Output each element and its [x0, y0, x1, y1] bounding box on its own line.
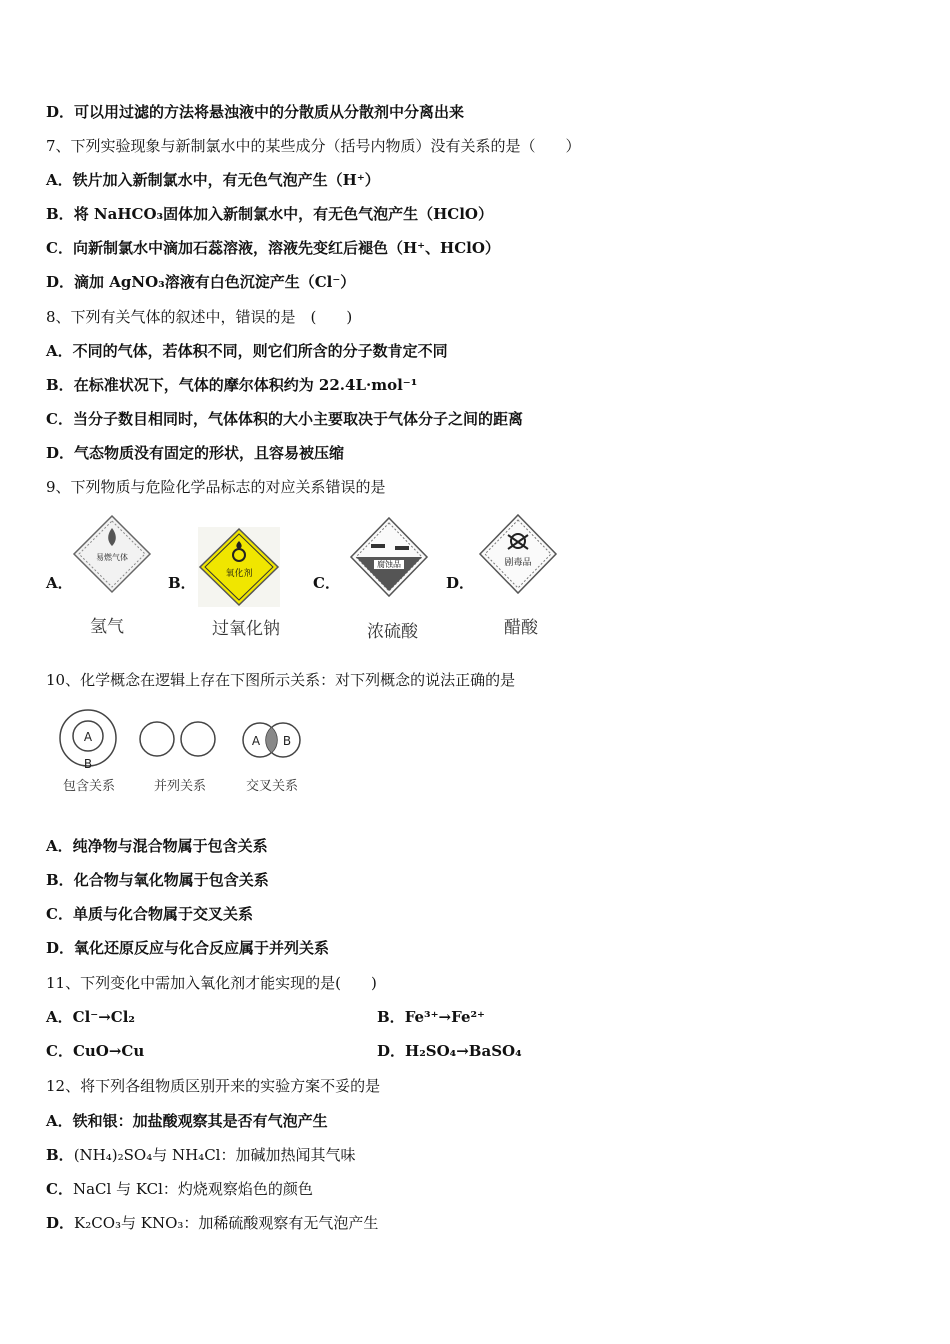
q11-option-b: B．Fe³⁺→Fe²⁺ [377, 1008, 485, 1026]
q12-stem: 12、将下列各组物质区别开来的实验方案不妥的是 [46, 1077, 381, 1095]
q8-option-a: A．不同的气体，若体积不同，则它们所含的分子数肯定不同 [46, 342, 448, 360]
q10-option-c: C．单质与化合物属于交叉关系 [46, 905, 253, 923]
inclusion-label-a: A [83, 730, 93, 744]
q9-label-a: A． [46, 574, 73, 592]
corrosive-sign-icon [349, 516, 429, 598]
q11-stem: 11、下列变化中需加入氧化剂才能实现的是( ) [46, 974, 377, 992]
q9-caption-c: 浓硫酸 [367, 622, 418, 642]
q7-option-b: B．将 NaHCO₃固体加入新制氯水中，有无色气泡产生（HClO） [46, 205, 493, 223]
concept-relation-diagram [56, 706, 308, 770]
q7-option-a: A．铁片加入新制氯水中，有无色气泡产生（H⁺） [46, 171, 380, 189]
q6-option-d: D．可以用过滤的方法将悬浊液中的分散质从分散剂中分离出来 [46, 103, 465, 121]
cross-label-a: A [251, 734, 261, 748]
q8-stem: 8、下列有关气体的叙述中，错误的是 ( ) [46, 308, 353, 326]
q7-option-c: C．向新制氯水中滴加石蕊溶液，溶液先变红后褪色（H⁺、HClO） [46, 239, 500, 257]
inclusion-label-b: B [83, 757, 93, 770]
q7-stem: 7、下列实验现象与新制氯水中的某些成分（括号内物质）没有关系的是（ ） [46, 137, 581, 155]
toxic-sign-icon [478, 513, 558, 595]
q11-option-a: A．Cl⁻→Cl₂ [46, 1008, 135, 1026]
q12-option-b: B．(NH₄)₂SO₄与 NH₄Cl：加碱加热闻其气味 [46, 1146, 356, 1164]
q12-option-a: A．铁和银：加盐酸观察其是否有气泡产生 [46, 1112, 328, 1130]
q9-caption-d: 醋酸 [504, 618, 538, 638]
q8-option-c: C．当分子数目相同时，气体体积的大小主要取决于气体分子之间的距离 [46, 410, 523, 428]
q9-caption-b: 过氧化钠 [212, 619, 280, 639]
q11-option-d: D．H₂SO₄→BaSO₄ [377, 1042, 522, 1060]
svg-text:易燃气体: 易燃气体 [96, 553, 128, 562]
q9-stem: 9、下列物质与危险化学品标志的对应关系错误的是 [46, 478, 386, 496]
cross-caption: 交叉关系 [246, 779, 299, 794]
q9-label-c: C． [313, 574, 340, 592]
svg-text:腐蚀品: 腐蚀品 [377, 560, 401, 569]
q10-stem: 10、化学概念在逻辑上存在下图所示关系：对下列概念的说法正确的是 [46, 671, 516, 689]
inclusion-caption: 包含关系 [63, 779, 116, 794]
parallel-caption: 并列关系 [154, 779, 207, 794]
q11-option-c: C．CuO→Cu [46, 1042, 145, 1060]
q10-option-b: B．化合物与氧化物属于包含关系 [46, 871, 269, 889]
parallel-right-circle [181, 722, 215, 756]
oxidizer-sign-icon [198, 527, 280, 607]
parallel-left-circle [140, 722, 174, 756]
q10-option-d: D．氧化还原反应与化合反应属于并列关系 [46, 939, 330, 957]
svg-text:氧化剂: 氧化剂 [225, 569, 253, 579]
svg-text:剧毒品: 剧毒品 [504, 558, 532, 568]
flammable-gas-sign-icon [72, 514, 152, 594]
q12-option-c: C．NaCl 与 KCl：灼烧观察焰色的颜色 [46, 1180, 313, 1198]
q12-option-d: D．K₂CO₃与 KNO₃：加稀硫酸观察有无气泡产生 [46, 1214, 379, 1232]
q9-caption-a: 氢气 [90, 617, 124, 637]
q7-option-d: D．滴加 AgNO₃溶液有白色沉淀产生（Cl⁻） [46, 273, 356, 291]
q10-option-a: A．纯净物与混合物属于包含关系 [46, 837, 268, 855]
q8-option-b: B．在标准状况下，气体的摩尔体积约为 22.4L·mol⁻¹ [46, 376, 418, 394]
q9-label-d: D． [446, 574, 475, 592]
q8-option-d: D．气态物质没有固定的形状，且容易被压缩 [46, 444, 345, 462]
cross-label-b: B [282, 734, 292, 748]
q9-label-b: B． [168, 574, 196, 592]
